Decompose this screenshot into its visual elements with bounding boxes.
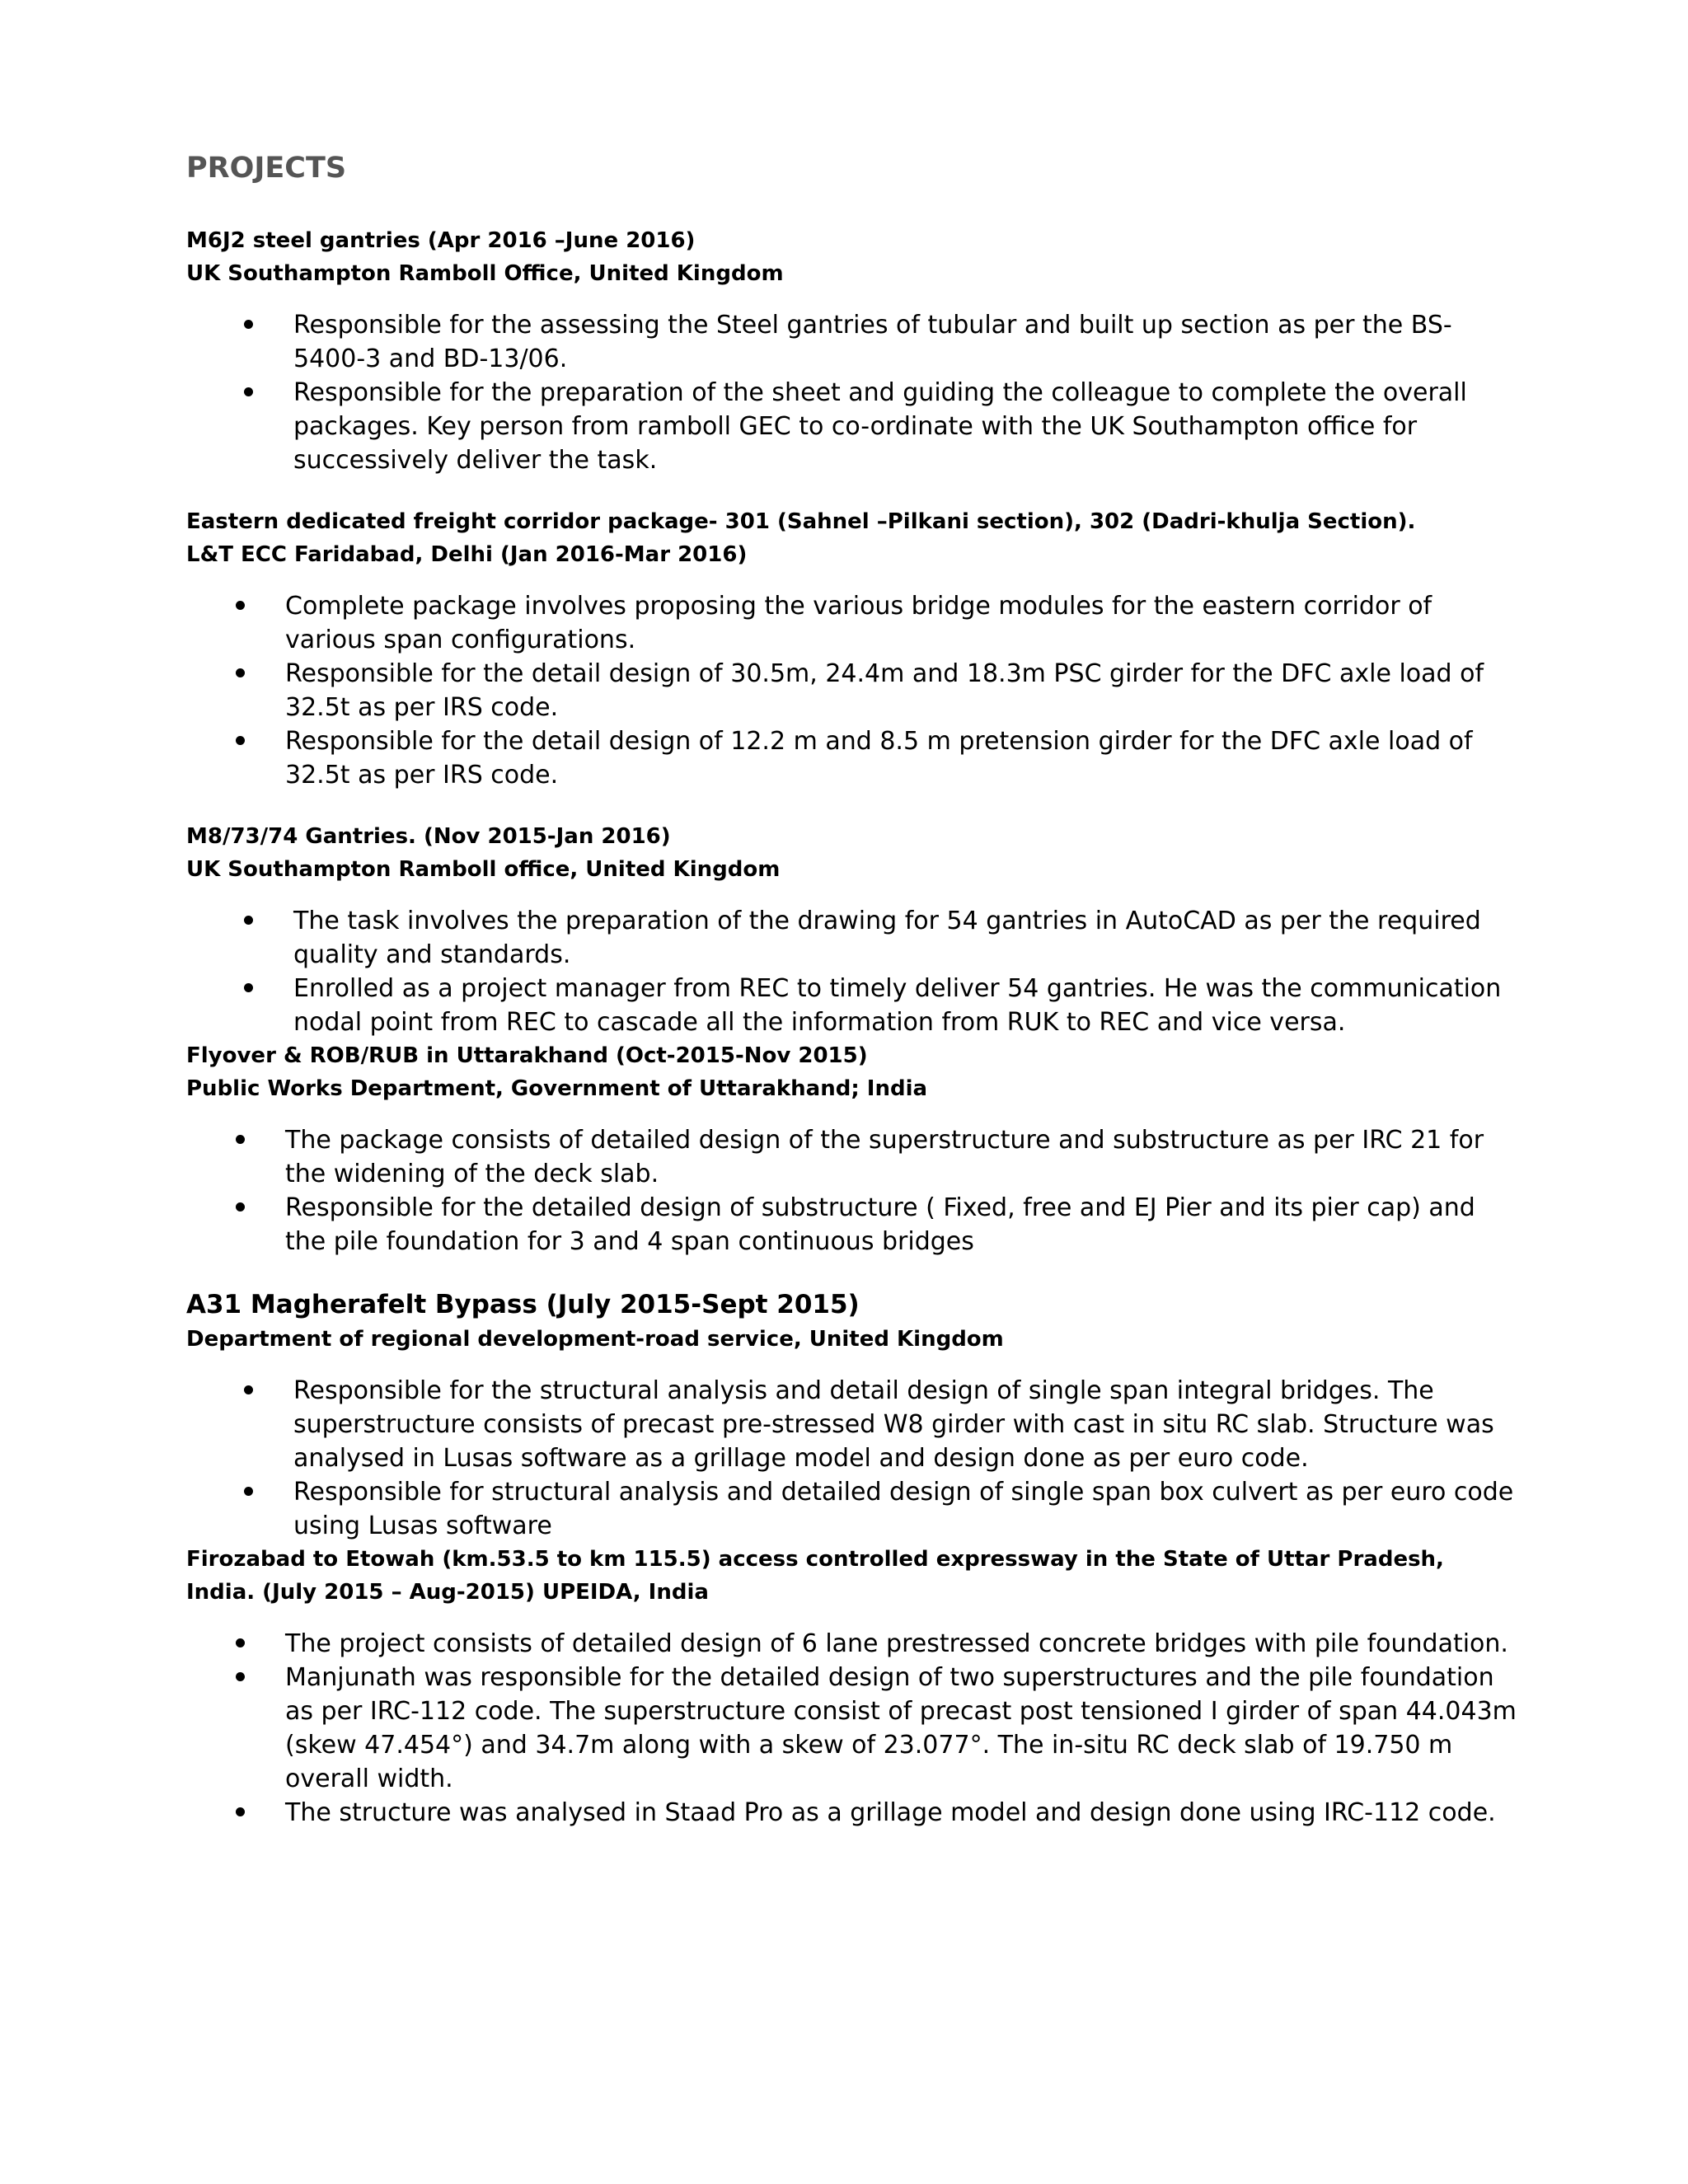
bullet-list [186, 904, 1522, 1039]
bullet-icon [236, 1807, 245, 1816]
bullet-icon [236, 1202, 245, 1212]
project-heading-line: Public Works Department, Government of Uttarakhand; India [186, 1076, 928, 1101]
bullet-list [186, 308, 1522, 477]
list-item [186, 1627, 1522, 1661]
list-item-text: Responsible for the assessing the Steel gantries of tubular and built up section as per the BS-5400-3 and BD-13/06. [293, 311, 1452, 373]
list-item [186, 904, 1522, 972]
project-heading [186, 1543, 1522, 1609]
list-item-text: Manjunath was responsible for the detailed design of two superstructures and the pile foundation as per IRC-112 code. The superstructure consist of precast post tensioned I girder of span 44.043m (skew 47.454°) and 34.7m along with a skew of 23.077°. The in-situ RC deck slab of 19.750 m overall width. [285, 1663, 1517, 1793]
list-item [186, 657, 1522, 724]
project-uttarakhand-flyover [186, 1039, 1522, 1258]
bullet-icon [244, 1385, 253, 1394]
list-item [186, 376, 1522, 477]
list-item-text: The project consists of detailed design of 6 lane prestressed concrete bridges with pile foundation. [285, 1629, 1508, 1658]
bullet-list [186, 589, 1522, 792]
bullet-icon [236, 1135, 245, 1144]
list-item-text: The package consists of detailed design of the superstructure and substructure as per IRC 21 for the widening of the deck slab. [285, 1126, 1484, 1188]
bullet-list [186, 1627, 1522, 1830]
list-item [186, 1123, 1522, 1191]
bullet-icon [244, 320, 253, 329]
project-heading-line: UK Southampton Ramboll office, United Kingdom [186, 857, 781, 882]
list-item-text: Complete package involves proposing the various bridge modules for the eastern corridor of various span configurations. [285, 592, 1432, 654]
list-item [186, 1475, 1522, 1543]
list-item-text: The structure was analysed in Staad Pro as a grillage model and design done using IRC-112 code. [285, 1798, 1496, 1827]
list-item [186, 1191, 1522, 1258]
bullet-icon [236, 1672, 245, 1681]
bullet-icon [244, 387, 253, 396]
project-heading [186, 1039, 1522, 1105]
list-item-text: Responsible for the detailed design of substructure ( Fixed, free and EJ Pier and its pier cap) and the pile foundation for 3 and 4 span continuous bridges [285, 1193, 1475, 1256]
project-heading [186, 1286, 1522, 1356]
bullet-icon [236, 1638, 245, 1647]
project-heading-line: M8/73/74 Gantries. (Nov 2015-Jan 2016) [186, 824, 671, 849]
list-item [186, 1661, 1522, 1796]
project-heading-line: Firozabad to Etowah (km.53.5 to km 115.5) access controlled expressway in the State of Uttar Pradesh, [186, 1547, 1444, 1572]
list-item-text: Enrolled as a project manager from REC to timely deliver 54 gantries. He was the communication nodal point from REC to cascade all the information from RUK to REC and vice versa. [293, 974, 1502, 1037]
bullet-icon [236, 601, 245, 610]
project-heading [186, 224, 1522, 290]
project-heading-line: L&T ECC Faridabad, Delhi (Jan 2016-Mar 2016) [186, 542, 748, 567]
project-heading-line: Department of regional development-road service, United Kingdom [186, 1327, 1004, 1352]
bullet-icon [244, 983, 253, 992]
list-item [186, 308, 1522, 376]
list-item-text: The task involves the preparation of the drawing for 54 gantries in AutoCAD as per the required quality and standards. [293, 907, 1481, 969]
bullet-icon [244, 916, 253, 925]
bullet-list [186, 1123, 1522, 1258]
list-item-text: Responsible for the structural analysis and detail design of single span integral bridges. The superstructure consists of precast pre-stressed W8 girder with cast in situ RC slab. Structure was analysed in Lusas software as a grillage model and design done as per euro code. [293, 1376, 1494, 1473]
page-title: PROJECTS [186, 152, 347, 185]
list-item-text: Responsible for the detail design of 30.5m, 24.4m and 18.3m PSC girder for the DFC axle load of 32.5t as per IRS code. [285, 659, 1484, 722]
project-m8-gantries [186, 820, 1522, 1039]
project-eastern-dfc [186, 505, 1522, 792]
project-heading-line: India. (July 2015 – Aug-2015) UPEIDA, India [186, 1580, 709, 1605]
list-item [186, 972, 1522, 1039]
bullet-icon [236, 736, 245, 745]
list-item-text: Responsible for the detail design of 12.2 m and 8.5 m pretension girder for the DFC axle load of 32.5t as per IRS code. [285, 727, 1473, 790]
project-heading-line: UK Southampton Ramboll Office, United Kingdom [186, 261, 784, 286]
project-m6j2 [186, 224, 1522, 477]
project-heading-line: Eastern dedicated freight corridor package- 301 (Sahnel –Pilkani section), 302 (Dadri-khulja Section). [186, 509, 1416, 534]
document-page [186, 148, 1522, 1830]
project-heading [186, 505, 1522, 571]
list-item-text: Responsible for the preparation of the sheet and guiding the colleague to complete the overall packages. Key person from ramboll GEC to co-ordinate with the UK Southampton office for successively deliver the task. [293, 378, 1467, 475]
list-item [186, 1374, 1522, 1475]
list-item-text: Responsible for structural analysis and detailed design of single span box culvert as per euro code using Lusas software [293, 1478, 1514, 1540]
project-a31-magherafelt [186, 1286, 1522, 1543]
project-heading-line: M6J2 steel gantries (Apr 2016 –June 2016) [186, 228, 696, 253]
project-heading-line: A31 Magherafelt Bypass (July 2015-Sept 2015) [186, 1290, 860, 1319]
bullet-icon [236, 668, 245, 677]
project-heading [186, 820, 1522, 886]
list-item [186, 724, 1522, 792]
bullet-icon [244, 1487, 253, 1496]
project-firozabad-expressway [186, 1543, 1522, 1830]
list-item [186, 589, 1522, 657]
project-heading-line: Flyover & ROB/RUB in Uttarakhand (Oct-2015-Nov 2015) [186, 1043, 868, 1068]
bullet-list [186, 1374, 1522, 1543]
list-item [186, 1796, 1522, 1830]
